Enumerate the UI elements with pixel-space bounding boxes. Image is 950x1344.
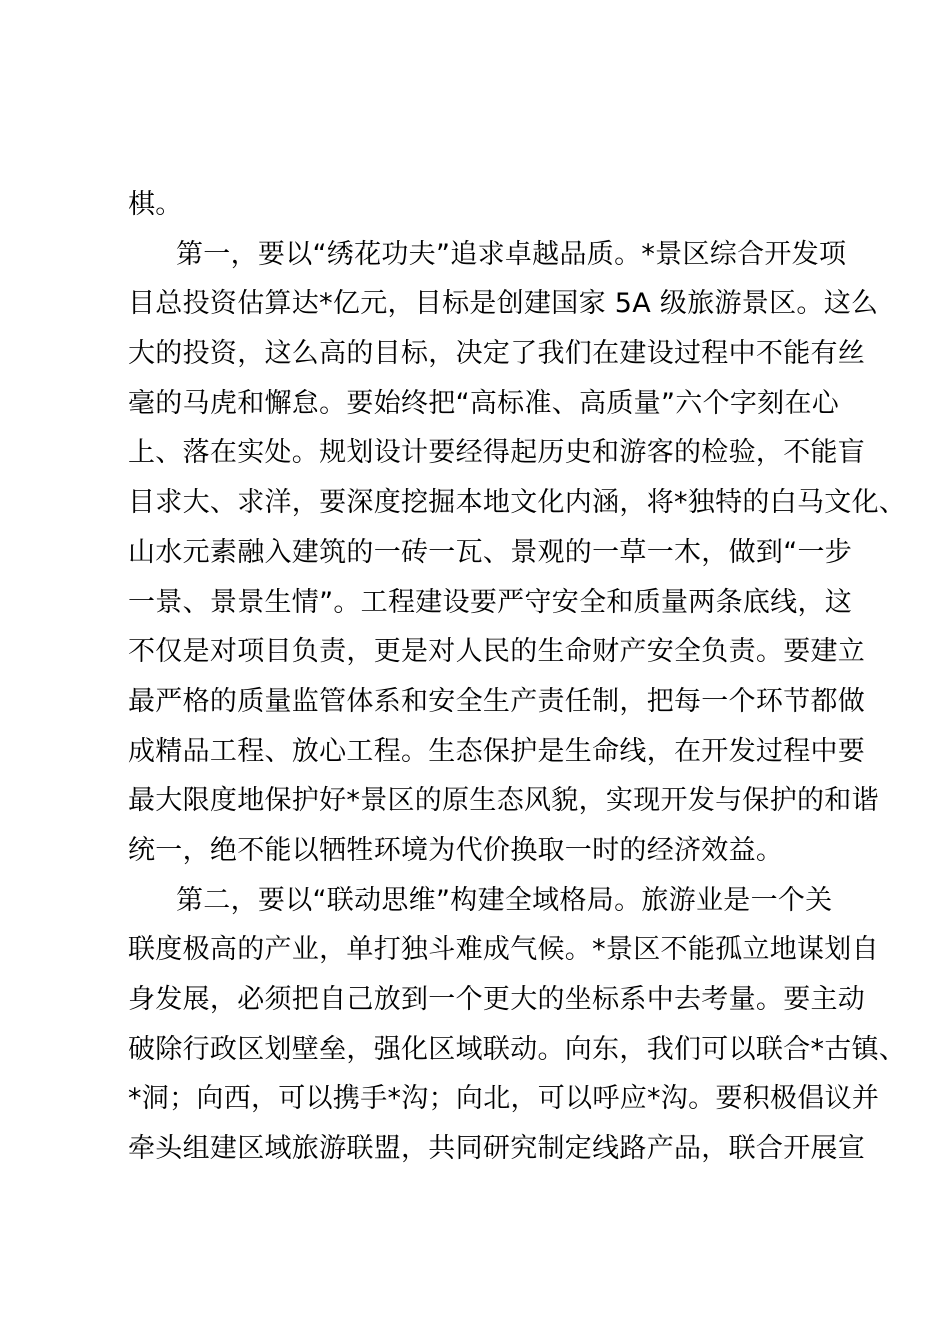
text-line: 最严格的质量监管体系和安全生产责任制，把每一个环节都做 <box>128 685 866 717</box>
text-line: 一景、景景生情”。工程建设要严守安全和质量两条底线，这 <box>128 586 853 618</box>
text-line: 目求大、求洋，要深度挖掘本地文化内涵，将*独特的白马文化、 <box>128 487 907 519</box>
text-line: 破除行政区划壁垒，强化区域联动。向东，我们可以联合*古镇、 <box>128 1033 907 1065</box>
paragraph-first-line: 第二，要以“联动思维”构建全域格局。旅游业是一个关 <box>176 884 833 916</box>
text-line: 棋。 <box>128 189 183 220</box>
text-line: 联度极高的产业，单打独斗难成气候。*景区不能孤立地谋划自 <box>128 934 879 966</box>
text-line: 大的投资，这么高的目标，决定了我们在建设过程中不能有丝 <box>128 338 866 370</box>
text-line: *洞；向西，可以携手*沟；向北，可以呼应*沟。要积极倡议并 <box>128 1083 880 1115</box>
text-line: 不仅是对项目负责，更是对人民的生命财产安全负责。要建立 <box>128 636 866 668</box>
text-line: 牵头组建区域旅游联盟，共同研究制定线路产品，联合开展宣 <box>128 1133 866 1165</box>
text-line: 成精品工程、放心工程。生态保护是生命线，在开发过程中要 <box>128 735 866 767</box>
text-line: 毫的马虎和懈怠。要始终把“高标准、高质量”六个字刻在心 <box>128 387 840 419</box>
text-line: 最大限度地保护好*景区的原生态风貌，实现开发与保护的和谐 <box>128 785 879 817</box>
text-line: 上、落在实处。规划设计要经得起历史和游客的检验，不能盲 <box>128 437 866 469</box>
document-body <box>128 180 907 1174</box>
text-line: 统一，绝不能以牺牲环境为代价换取一时的经济效益。 <box>128 834 784 866</box>
text-line: 目总投资估算达*亿元，目标是创建国家 5A 级旅游景区。这么 <box>128 288 879 320</box>
text-line: 山水元素融入建筑的一砖一瓦、景观的一草一木，做到“一步 <box>128 536 853 568</box>
paragraph-first-line: 第一，要以“绣花功夫”追求卓越品质。*景区综合开发项 <box>176 238 847 270</box>
text-line: 身发展，必须把自己放到一个更大的坐标系中去考量。要主动 <box>128 984 866 1015</box>
